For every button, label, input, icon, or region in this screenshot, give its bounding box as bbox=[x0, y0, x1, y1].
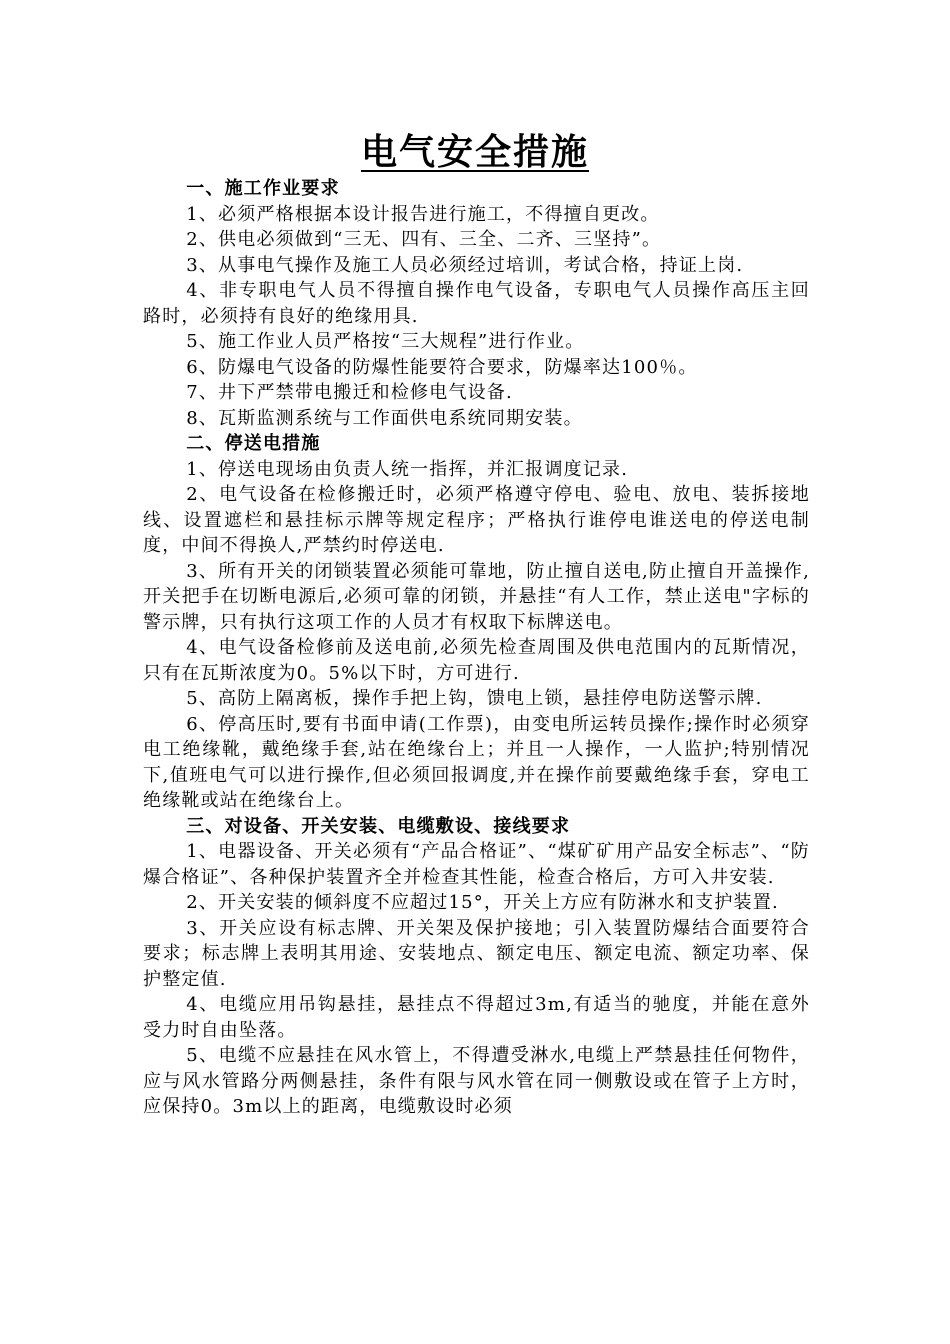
paragraph: 5、高防上隔离板，操作手把上钩，馈电上锁，悬挂停电防送警示牌. bbox=[186, 688, 763, 709]
paragraph: 8、瓦斯监测系统与工作面供电系统同期安装。 bbox=[186, 407, 583, 429]
section-heading: 三、对设备、开关安装、电缆敷设、接线要求 bbox=[186, 815, 571, 837]
paragraph: 6、停高压时,要有书面申请(工作票)，由变电所运转员操作;操作时必须穿电工绝缘靴，戴绝缘手套,站在绝缘台上；并且一人操作，一人监护;特别情况下,值班电气可以进行操作,但必须回报调度,并在操作前要戴绝缘手套，穿电工绝缘靴或站在绝缘台上。 bbox=[143, 713, 810, 811]
paragraph: 4、非专职电气人员不得擅自操作电气设备，专职电气人员操作高压主回路时，必须持有良好的绝缘用具. bbox=[143, 280, 810, 327]
paragraph: 3、开关应设有标志牌、开关架及保护接地；引入装置防爆结合面要符合要求；标志牌上表明其用途、安装地点、额定电压、额定电流、额定功率、保护整定值. bbox=[143, 917, 810, 990]
paragraph: 7、井下严禁带电搬迁和检修电气设备. bbox=[186, 382, 513, 403]
paragraph: 2、电气设备在检修搬迁时，必须严格遵守停电、验电、放电、装拆接地线、设置遮栏和悬挂标示牌等规定程序；严格执行谁停电谁送电的停送电制度，中间不得换人,严禁约时停送电. bbox=[143, 484, 810, 556]
paragraph: 6、防爆电气设备的防爆性能要符合要求，防爆率达100％。 bbox=[186, 356, 698, 378]
section-heading: 二、停送电措施 bbox=[186, 433, 321, 454]
paragraph: 5、电缆不应悬挂在风水管上，不得遭受淋水,电缆上严禁悬挂任何物件，应与风水管路分两侧悬挂，条件有限与风水管在同一侧敷设或在管子上方时，应保持0。3m以上的距离，电缆敷设时必须 bbox=[143, 1045, 810, 1117]
paragraph: 1、必须严格根据本设计报告进行施工，不得擅自更改。 bbox=[186, 203, 660, 225]
paragraph: 3、所有开关的闭锁装置必须能可靠地，防止擅自送电,防止擅自开盖操作,开关把手在切断电源后,必须可靠的闭锁，并悬挂“有人工作，禁止送电"字标的警示牌，只有执行这项工作的人员才有权取下标牌送电。 bbox=[143, 560, 810, 633]
paragraph: 1、停送电现场由负责人统一指挥，并汇报调度记录. bbox=[186, 458, 629, 480]
document-title: 电气安全措施 bbox=[360, 131, 589, 173]
paragraph: 4、电缆应用吊钩悬挂，悬挂点不得超过3m,有适当的驰度，并能在意外受力时自由坠落。 bbox=[143, 994, 810, 1041]
paragraph: 2、供电必须做到“三无、四有、三全、二齐、三坚持”。 bbox=[186, 229, 662, 250]
paragraph: 4、电气设备检修前及送电前,必须先检查周围及供电范围内的瓦斯情况，只有在瓦斯浓度为0。5%以下时，方可进行. bbox=[143, 637, 810, 684]
paragraph: 2、开关安装的倾斜度不应超过15°，开关上方应有防淋水和支护装置. bbox=[186, 892, 779, 913]
paragraph: 1、电器设备、开关必须有“产品合格证”、“煤矿矿用产品安全标志”、“防爆合格证”、各种保护装置齐全并检查其性能，检查合格后，方可入井安装. bbox=[143, 841, 810, 888]
paragraph: 3、从事电气操作及施工人员必须经过培训，考试合格，持证上岗. bbox=[186, 254, 744, 276]
section-heading: 一、施工作业要求 bbox=[186, 178, 340, 199]
paragraph: 5、施工作业人员严格按“三大规程”进行作业。 bbox=[186, 331, 585, 352]
document-body bbox=[143, 176, 810, 1120]
